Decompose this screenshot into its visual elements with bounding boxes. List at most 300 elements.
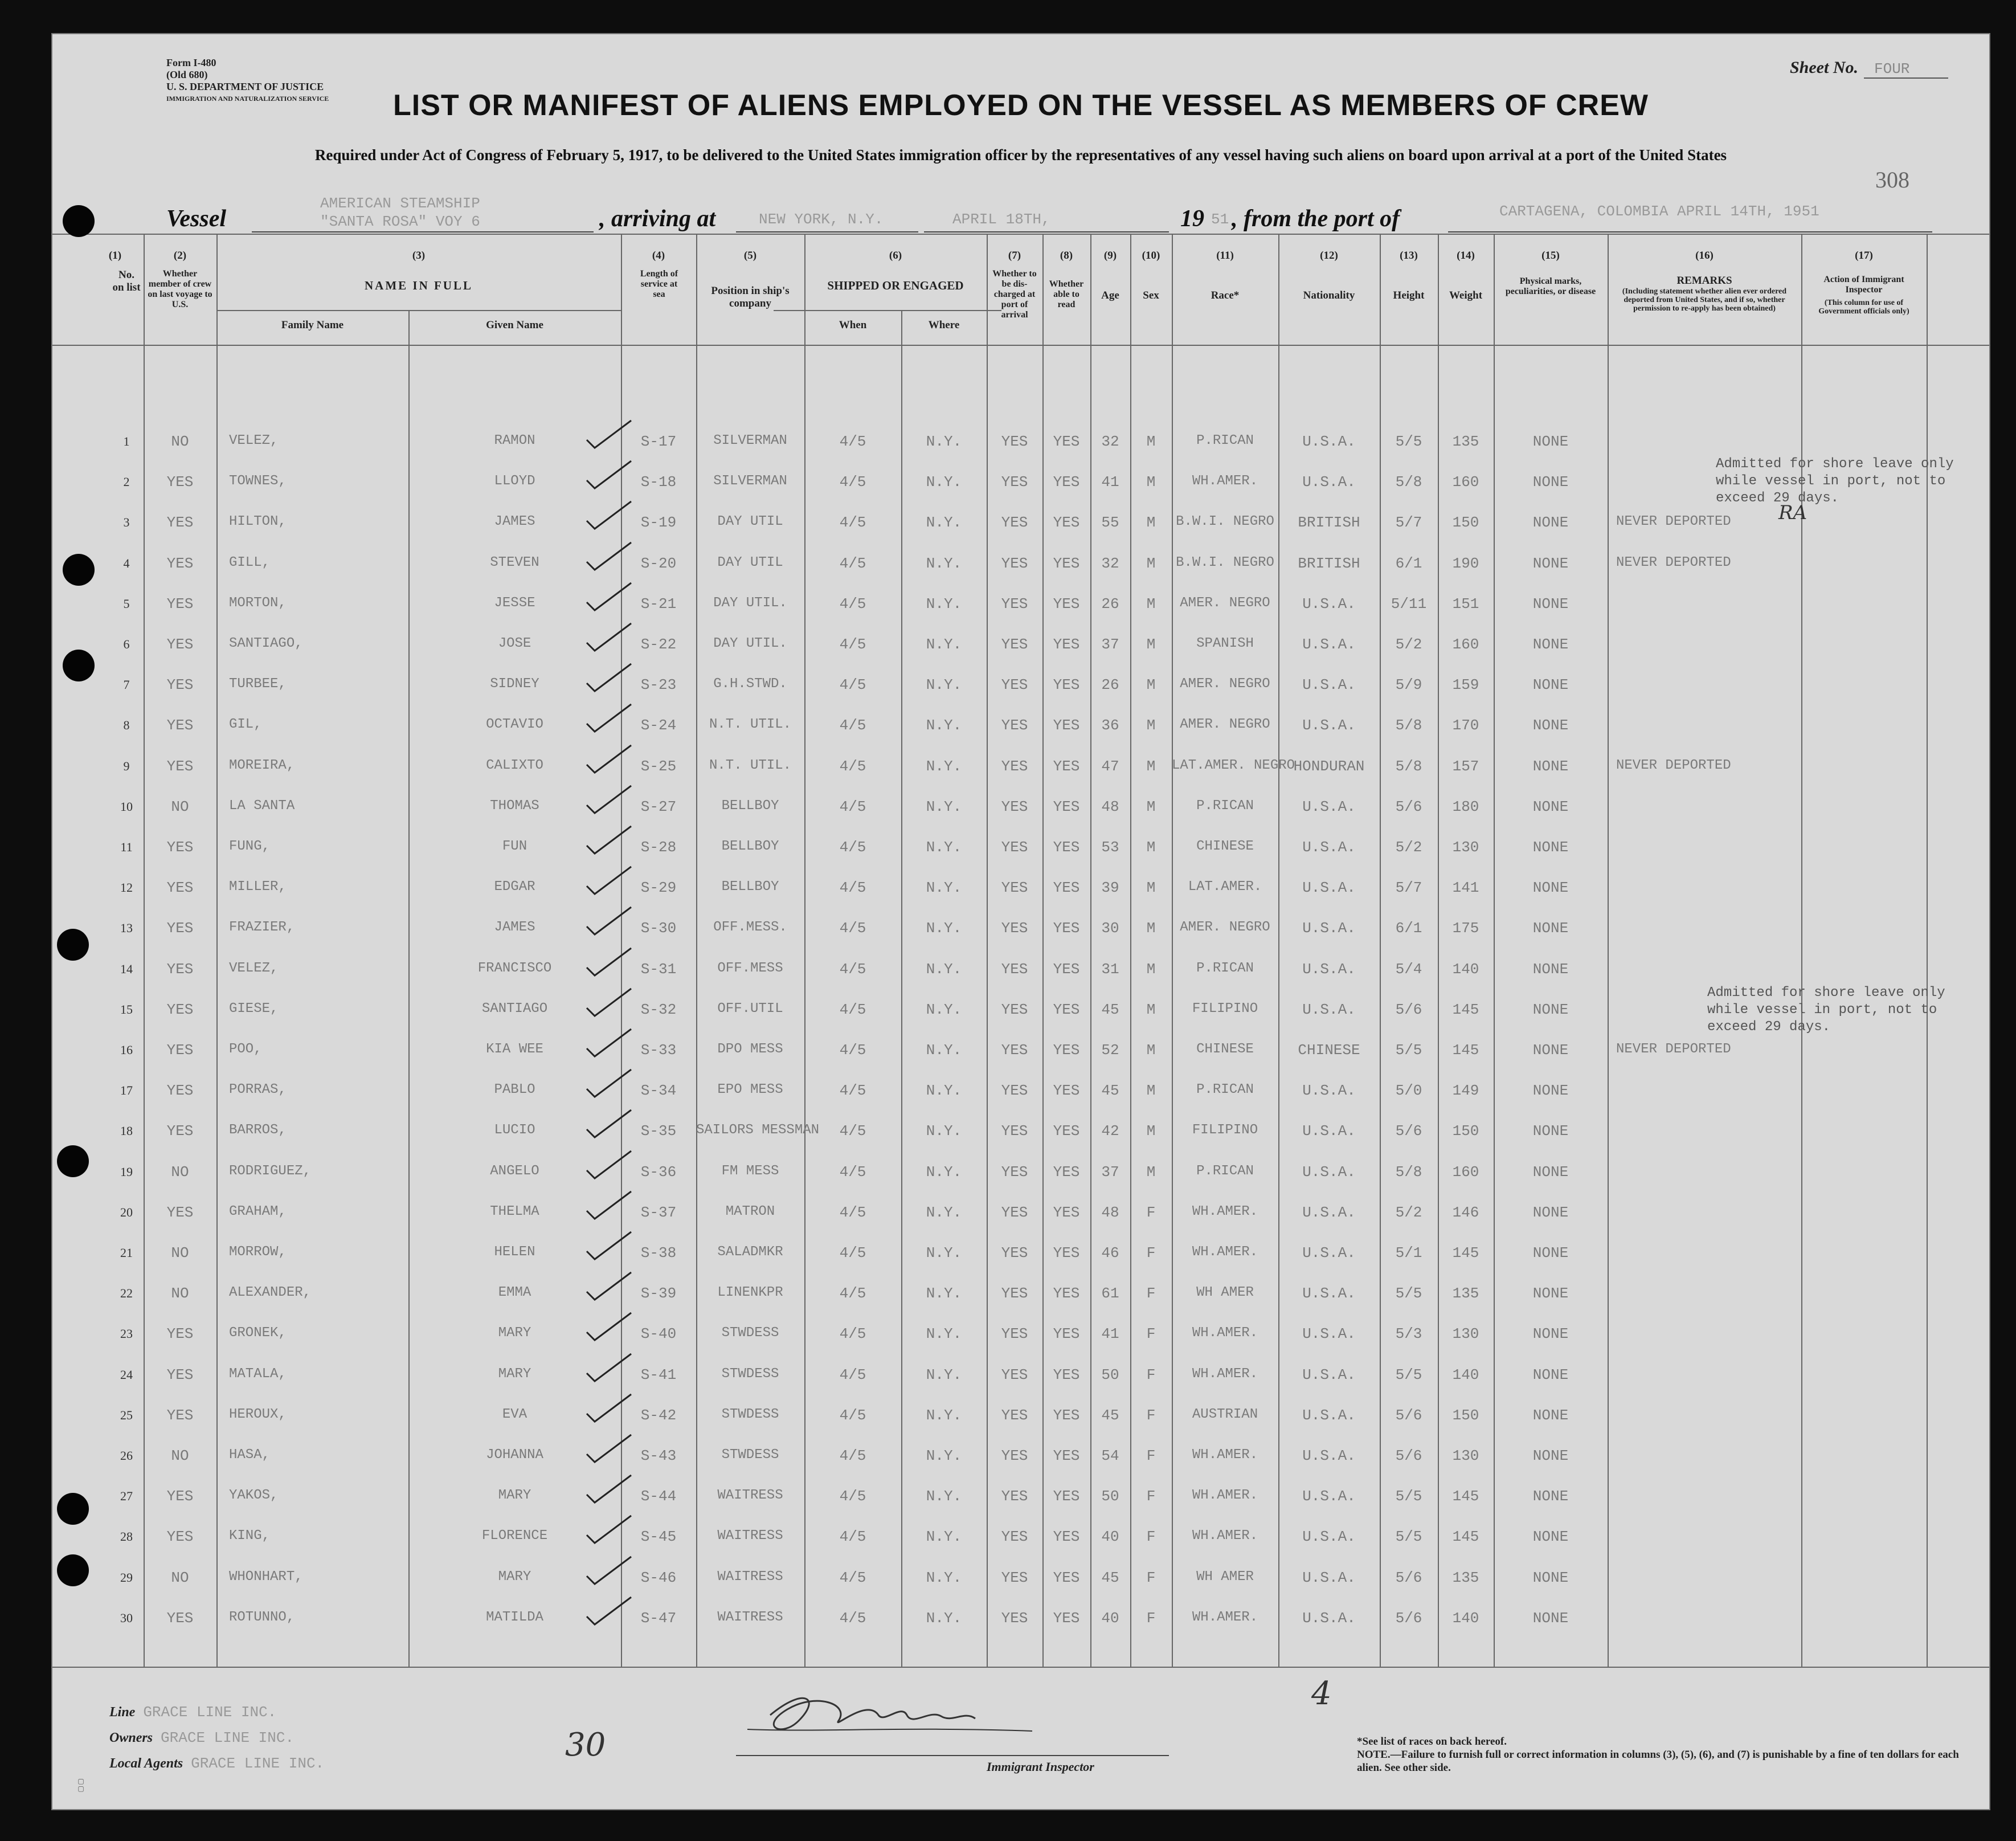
cell-nationality: U.S.A.: [1302, 1569, 1356, 1586]
from-label: , from the port of: [1232, 206, 1400, 232]
cell-remarks: NEVER DEPORTED: [1616, 514, 1731, 530]
cell-discharged: YES: [1001, 1406, 1028, 1424]
cell-given: MATILDA: [486, 1609, 543, 1625]
cell-race: AMER. NEGRO: [1180, 676, 1270, 692]
cell-when: 4/5: [839, 1609, 866, 1627]
checkmark-icon: [582, 782, 633, 817]
cell-when: 4/5: [839, 595, 866, 613]
cell-height: 5/8: [1395, 757, 1422, 775]
department-name: U. S. DEPARTMENT OF JUSTICE: [166, 81, 324, 92]
cell-position: EPO MESS: [717, 1082, 783, 1098]
cell-family: ROTUNNO,: [229, 1609, 295, 1625]
cell-weight: 150: [1452, 1122, 1479, 1140]
cell-service: S-17: [640, 433, 677, 450]
document-title: LIST OR MANIFEST OF ALIENS EMPLOYED ON THE VESSEL AS MEMBERS OF CREW: [393, 89, 1649, 122]
cell-marks: NONE: [1532, 595, 1569, 613]
cell-height: 5/8: [1395, 1163, 1422, 1181]
cell-service: S-38: [640, 1244, 677, 1262]
checkmark-icon: [582, 985, 633, 1019]
cell-member: YES: [166, 554, 194, 572]
cell-discharged: YES: [1001, 1447, 1028, 1464]
row-number: 6: [123, 637, 130, 651]
cell-read: YES: [1053, 1122, 1080, 1140]
cell-height: 5/6: [1395, 1001, 1422, 1018]
cell-nationality: U.S.A.: [1302, 595, 1356, 613]
cell-height: 5/6: [1395, 1609, 1422, 1627]
cell-race: P.RICAN: [1196, 960, 1254, 976]
cell-where: N.Y.: [926, 1406, 962, 1424]
cell-read: YES: [1053, 676, 1080, 694]
cell-member: YES: [166, 514, 194, 532]
cell-marks: NONE: [1532, 554, 1569, 572]
cell-nationality: U.S.A.: [1302, 717, 1356, 734]
cell-family: BARROS,: [229, 1122, 287, 1138]
cell-read: YES: [1053, 1488, 1080, 1505]
cell-member: YES: [166, 879, 194, 897]
cell-service: S-33: [640, 1042, 677, 1059]
cell-race: WH AMER: [1196, 1569, 1254, 1585]
cell-when: 4/5: [839, 920, 866, 937]
checkmark-icon: [582, 498, 633, 532]
cell-nationality: U.S.A.: [1302, 676, 1356, 694]
cell-age: 37: [1101, 1163, 1119, 1181]
cell-where: N.Y.: [926, 1325, 962, 1343]
cell-member: YES: [166, 676, 194, 694]
cell-when: 4/5: [839, 1163, 866, 1181]
header-race: Race*: [1211, 289, 1240, 301]
cell-given: MARY: [498, 1569, 531, 1585]
printer-mark-icon: ▢ ▢: [77, 1777, 84, 1793]
header-age: Age: [1101, 289, 1119, 301]
cell-marks: NONE: [1532, 1082, 1569, 1100]
cell-weight: 130: [1452, 1447, 1479, 1464]
row-number: 2: [123, 475, 130, 489]
cell-member: YES: [166, 595, 194, 613]
cell-discharged: YES: [1001, 1042, 1028, 1059]
cell-race: WH.AMER.: [1192, 1244, 1258, 1260]
handwritten-page-mark: 4: [1311, 1675, 1332, 1712]
cell-position: WAITRESS: [717, 1488, 783, 1504]
cell-where: N.Y.: [926, 1203, 962, 1221]
cell-marks: NONE: [1532, 839, 1569, 856]
cell-age: 50: [1101, 1366, 1119, 1383]
cell-marks: NONE: [1532, 1001, 1569, 1018]
cell-when: 4/5: [839, 1042, 866, 1059]
cell-race: P.RICAN: [1196, 1082, 1254, 1098]
cell-discharged: YES: [1001, 960, 1028, 978]
cell-read: YES: [1053, 717, 1080, 734]
cell-where: N.Y.: [926, 798, 962, 815]
document-subtitle: Required under Act of Congress of February 5, 1917, to be delivered to the United States immigration officer by the representatives of any vessel having such aliens on board upon arrival at a port of the United States: [314, 146, 1727, 164]
cell-family: LA SANTA: [229, 798, 295, 814]
cell-position: OFF.UTIL: [717, 1001, 783, 1017]
cell-race: CHINESE: [1196, 839, 1254, 854]
cell-sex: M: [1146, 433, 1156, 450]
cell-service: S-36: [640, 1163, 677, 1181]
header-weight: Weight: [1449, 289, 1483, 301]
cell-read: YES: [1053, 1244, 1080, 1262]
cell-age: 32: [1101, 433, 1119, 450]
cell-read: YES: [1053, 839, 1080, 856]
cell-where: N.Y.: [926, 1042, 962, 1059]
vessel-name-line2: "SANTA ROSA" VOY 6: [320, 213, 480, 230]
cell-given: LUCIO: [494, 1122, 535, 1138]
cell-when: 4/5: [839, 1366, 866, 1383]
year-prefix: 19: [1180, 206, 1204, 232]
cell-read: YES: [1053, 1569, 1080, 1586]
cell-marks: NONE: [1532, 1285, 1569, 1303]
cell-when: 4/5: [839, 798, 866, 815]
cell-position: SILVERMAN: [713, 433, 787, 448]
header-physical-marks: Physical marks, peculiarities, or disease: [1505, 276, 1596, 296]
cell-marks: NONE: [1532, 1325, 1569, 1343]
manifest-sheet: [51, 33, 1990, 1810]
cell-age: 41: [1101, 1325, 1119, 1343]
header-family-name: Family Name: [281, 319, 344, 331]
cell-race: CHINESE: [1196, 1042, 1254, 1057]
row-number: 27: [120, 1489, 133, 1504]
cell-position: MATRON: [725, 1203, 775, 1219]
header-where: Where: [928, 319, 960, 331]
cell-given: EVA: [502, 1406, 527, 1422]
col-num-17: (17): [1855, 250, 1873, 262]
cell-height: 6/1: [1395, 554, 1422, 572]
row-number: 18: [120, 1124, 133, 1138]
cell-sex: F: [1146, 1406, 1156, 1424]
cell-discharged: YES: [1001, 1001, 1028, 1018]
binder-hole: [63, 554, 95, 586]
cell-discharged: YES: [1001, 554, 1028, 572]
row-number: 15: [120, 1002, 133, 1017]
cell-race: P.RICAN: [1196, 798, 1254, 814]
arriving-port: NEW YORK, N.Y.: [759, 211, 884, 228]
binder-hole: [57, 1493, 89, 1525]
footer-agents: [109, 1755, 324, 1772]
cell-family: GRONEK,: [229, 1325, 287, 1341]
cell-race: B.W.I. NEGRO: [1176, 514, 1274, 530]
cell-family: KING,: [229, 1528, 271, 1544]
cell-given: JAMES: [494, 920, 535, 936]
cell-sex: F: [1146, 1244, 1156, 1262]
header-name-in-full: NAME IN FULL: [364, 279, 473, 292]
cell-height: 5/5: [1395, 1528, 1422, 1546]
row-number: 3: [123, 515, 130, 530]
cell-marks: NONE: [1532, 1366, 1569, 1383]
cell-service: S-23: [640, 676, 677, 694]
cell-marks: NONE: [1532, 960, 1569, 978]
cell-nationality: U.S.A.: [1302, 1528, 1356, 1546]
cell-age: 45: [1101, 1406, 1119, 1424]
cell-age: 36: [1101, 717, 1119, 734]
cell-discharged: YES: [1001, 1244, 1028, 1262]
cell-age: 40: [1101, 1609, 1119, 1627]
cell-service: S-42: [640, 1406, 677, 1424]
row-number: 21: [120, 1246, 133, 1260]
cell-age: 54: [1101, 1447, 1119, 1464]
cell-position: LINENKPR: [717, 1285, 783, 1301]
cell-race: P.RICAN: [1196, 1163, 1254, 1179]
cell-given: CALIXTO: [486, 757, 543, 773]
footer-line: [109, 1704, 276, 1721]
row-number: 9: [123, 758, 130, 773]
col-num-12: (12): [1320, 250, 1338, 262]
cell-height: 5/2: [1395, 636, 1422, 653]
cell-read: YES: [1053, 1325, 1080, 1343]
cell-given: ANGELO: [490, 1163, 539, 1179]
handwritten-count: 30: [565, 1726, 606, 1764]
cell-read: YES: [1053, 514, 1080, 532]
cell-member: YES: [166, 960, 194, 978]
cell-position: WAITRESS: [717, 1569, 783, 1585]
cell-read: YES: [1053, 1163, 1080, 1181]
row-number: 26: [120, 1448, 133, 1463]
cell-family: MORTON,: [229, 595, 287, 611]
cell-race: SPANISH: [1196, 636, 1254, 651]
header-remarks: REMARKS: [1676, 275, 1732, 287]
cell-weight: 190: [1452, 554, 1479, 572]
cell-age: 46: [1101, 1244, 1119, 1262]
cell-family: GRAHAM,: [229, 1203, 287, 1219]
cell-member: YES: [166, 1488, 194, 1505]
cell-given: JOSE: [498, 636, 531, 651]
cell-height: 5/7: [1395, 514, 1422, 532]
cell-race: FILIPINO: [1192, 1122, 1258, 1138]
cell-age: 37: [1101, 636, 1119, 653]
cell-weight: 180: [1452, 798, 1479, 815]
row-number: 10: [120, 799, 133, 814]
cell-where: N.Y.: [926, 1163, 962, 1181]
cell-sex: F: [1146, 1325, 1156, 1343]
row-number: 20: [120, 1205, 133, 1219]
cell-marks: NONE: [1532, 514, 1569, 532]
col-num-13: (13): [1400, 250, 1418, 262]
cell-family: VELEZ,: [229, 960, 279, 976]
cell-given: SANTIAGO: [481, 1001, 548, 1017]
cell-given: SIDNEY: [490, 676, 539, 692]
cell-sex: M: [1146, 595, 1156, 613]
checkmark-icon: [582, 1269, 633, 1303]
cell-weight: 160: [1452, 1163, 1479, 1181]
cell-sex: M: [1146, 757, 1156, 775]
checkmark-icon: [582, 1391, 633, 1425]
cell-height: 5/6: [1395, 1406, 1422, 1424]
cell-nationality: U.S.A.: [1302, 1447, 1356, 1464]
cell-age: 30: [1101, 920, 1119, 937]
cell-member: YES: [166, 839, 194, 856]
stamp-number: 308: [1875, 167, 1909, 193]
cell-member: YES: [166, 920, 194, 937]
cell-where: N.Y.: [926, 1001, 962, 1018]
header-able-to-read: Whether able to read: [1049, 279, 1084, 309]
footer-owners: [109, 1729, 294, 1746]
row-number: 28: [120, 1529, 133, 1544]
cell-nationality: U.S.A.: [1302, 960, 1356, 978]
cell-sex: M: [1146, 554, 1156, 572]
cell-discharged: YES: [1001, 1082, 1028, 1100]
cell-marks: NONE: [1532, 798, 1569, 815]
cell-read: YES: [1053, 1447, 1080, 1464]
arrival-date: APRIL 18TH,: [952, 211, 1050, 228]
cell-nationality: U.S.A.: [1302, 1122, 1356, 1140]
cell-service: S-21: [640, 595, 677, 613]
cell-given: FLORENCE: [481, 1528, 548, 1544]
cell-height: 5/6: [1395, 1122, 1422, 1140]
cell-where: N.Y.: [926, 1244, 962, 1262]
row-number: 11: [120, 840, 133, 854]
cell-marks: NONE: [1532, 1569, 1569, 1586]
cell-family: TOWNES,: [229, 473, 287, 489]
cell-nationality: U.S.A.: [1302, 1001, 1356, 1018]
cell-age: 42: [1101, 1122, 1119, 1140]
cell-family: PORRAS,: [229, 1082, 287, 1098]
inspector-label: Immigrant Inspector: [987, 1760, 1094, 1774]
cell-sex: F: [1146, 1285, 1156, 1303]
cell-age: 45: [1101, 1569, 1119, 1586]
cell-position: DPO MESS: [717, 1042, 783, 1057]
cell-race: WH.AMER.: [1192, 1366, 1258, 1382]
cell-where: N.Y.: [926, 1122, 962, 1140]
cell-service: S-18: [640, 473, 677, 491]
cell-age: 45: [1101, 1001, 1119, 1018]
cell-family: HASA,: [229, 1447, 271, 1463]
cell-weight: 130: [1452, 1325, 1479, 1343]
cell-race: WH.AMER.: [1192, 473, 1258, 489]
row-number: 22: [120, 1286, 133, 1301]
cell-where: N.Y.: [926, 1366, 962, 1383]
cell-weight: 150: [1452, 514, 1479, 532]
col-num-15: (15): [1541, 250, 1560, 262]
cell-race: AMER. NEGRO: [1180, 920, 1270, 936]
row-number: 17: [120, 1083, 133, 1098]
cell-service: S-35: [640, 1122, 677, 1140]
cell-where: N.Y.: [926, 960, 962, 978]
cell-remarks: NEVER DEPORTED: [1616, 554, 1731, 570]
cell-given: OCTAVIO: [486, 717, 543, 733]
cell-family: POO,: [229, 1042, 262, 1057]
cell-read: YES: [1053, 1528, 1080, 1546]
cell-remarks: NEVER DEPORTED: [1616, 757, 1731, 773]
form-number: Form I-480: [166, 57, 216, 68]
cell-weight: 130: [1452, 839, 1479, 856]
cell-service: S-34: [640, 1082, 677, 1100]
cell-race: WH.AMER.: [1192, 1325, 1258, 1341]
cell-weight: 140: [1452, 1366, 1479, 1383]
cell-family: MORROW,: [229, 1244, 287, 1260]
cell-weight: 141: [1452, 879, 1479, 897]
checkmark-icon: [582, 1107, 633, 1141]
col-num-10: (10): [1142, 250, 1160, 262]
col-num-5: (5): [743, 250, 757, 262]
cell-position: WAITRESS: [717, 1609, 783, 1625]
cell-discharged: YES: [1001, 1285, 1028, 1303]
cell-position: BELLBOY: [721, 879, 779, 895]
cell-sex: F: [1146, 1609, 1156, 1627]
cell-member: NO: [171, 1163, 189, 1181]
cell-race: WH.AMER.: [1192, 1203, 1258, 1219]
col-num-16: (16): [1695, 250, 1714, 262]
cell-weight: 149: [1452, 1082, 1479, 1100]
row-number: 8: [123, 718, 130, 733]
checkmark-icon: [582, 823, 633, 857]
cell-when: 4/5: [839, 473, 866, 491]
inspector-initials: RA: [1778, 501, 1808, 524]
cell-weight: 145: [1452, 1042, 1479, 1059]
cell-position: N.T. UTIL.: [709, 757, 792, 773]
cell-nationality: U.S.A.: [1302, 798, 1356, 815]
checkmark-icon: [582, 620, 633, 654]
cell-weight: 150: [1452, 1406, 1479, 1424]
cell-discharged: YES: [1001, 1325, 1028, 1343]
cell-family: FRAZIER,: [229, 920, 295, 936]
cell-marks: NONE: [1532, 1122, 1569, 1140]
cell-read: YES: [1053, 879, 1080, 897]
cell-family: MILLER,: [229, 879, 287, 895]
cell-where: N.Y.: [926, 676, 962, 694]
cell-member: YES: [166, 1082, 194, 1100]
cell-position: SILVERMAN: [713, 473, 787, 489]
row-number: 12: [120, 880, 133, 895]
cell-where: N.Y.: [926, 1285, 962, 1303]
cell-when: 4/5: [839, 757, 866, 775]
row-number: 24: [120, 1367, 133, 1382]
cell-sex: F: [1146, 1203, 1156, 1221]
cell-when: 4/5: [839, 1569, 866, 1586]
cell-marks: NONE: [1532, 1528, 1569, 1546]
cell-race: WH AMER: [1196, 1285, 1254, 1301]
binder-hole: [57, 929, 89, 961]
header-no-on-list: No. on list: [112, 269, 141, 293]
cell-sex: F: [1146, 1528, 1156, 1546]
cell-where: N.Y.: [926, 1609, 962, 1627]
cell-given: JAMES: [494, 514, 535, 530]
cell-position: DAY UTIL: [717, 514, 783, 530]
cell-discharged: YES: [1001, 676, 1028, 694]
cell-race: AMER. NEGRO: [1180, 595, 1270, 611]
cell-position: SAILORS MESSMAN: [696, 1122, 820, 1138]
cell-position: DAY UTIL.: [713, 636, 787, 651]
footer-owners-label: Owners: [109, 1730, 153, 1745]
cell-sex: M: [1146, 920, 1156, 937]
cell-age: 48: [1101, 1203, 1119, 1221]
cell-when: 4/5: [839, 1406, 866, 1424]
cell-where: N.Y.: [926, 1447, 962, 1464]
header-nationality: Nationality: [1303, 289, 1355, 301]
year-suffix: 51: [1211, 211, 1229, 228]
cell-member: NO: [171, 1447, 189, 1464]
cell-member: NO: [171, 433, 189, 450]
cell-when: 4/5: [839, 1122, 866, 1140]
cell-member: YES: [166, 636, 194, 653]
cell-marks: NONE: [1532, 879, 1569, 897]
cell-position: WAITRESS: [717, 1528, 783, 1544]
col-num-14: (14): [1457, 250, 1475, 262]
cell-read: YES: [1053, 1285, 1080, 1303]
cell-sex: M: [1146, 960, 1156, 978]
cell-when: 4/5: [839, 717, 866, 734]
cell-nationality: BRITISH: [1298, 554, 1360, 572]
cell-position: G.H.STWD.: [713, 676, 787, 692]
binder-hole: [63, 205, 95, 237]
cell-family: TURBEE,: [229, 676, 287, 692]
cell-weight: 145: [1452, 1244, 1479, 1262]
cell-age: 55: [1101, 514, 1119, 532]
cell-discharged: YES: [1001, 1203, 1028, 1221]
cell-discharged: YES: [1001, 514, 1028, 532]
cell-age: 47: [1101, 757, 1119, 775]
cell-when: 4/5: [839, 1528, 866, 1546]
cell-member: YES: [166, 1325, 194, 1343]
col-num-6: (6): [889, 250, 902, 262]
